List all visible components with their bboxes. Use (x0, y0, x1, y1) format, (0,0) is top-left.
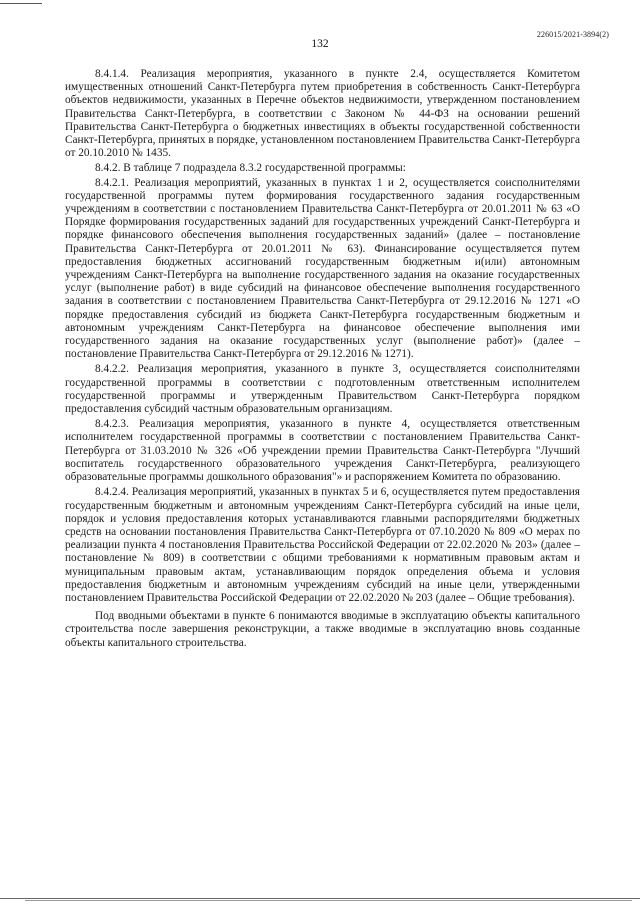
paragraph-8-4-2-1: 8.4.2.1. Реализация мероприятий, указанных в пунктах 1 и 2, осуществляется соисполнителями государственной программы путем формирования государственного задания государственным учреждениям в соответствии с постановлением Правительства Санкт-Петербурга от 20.01.2011 № 63 «О Порядке формирования государственных заданий для государственных учреждений Санкт-Петербурга и порядке финансового обеспечения выполнения государственных заданий» (далее – постановление Правительства Санкт-Петербурга от 20.01.2011 № 63). Финансирование осуществляется путем предоставления бюджетных ассигнований государственным бюджетным и(или) автономным учреждениям Санкт-Петербурга на выполнение государственного задания на оказание государственных услуг (выполнение работ) в виде субсидий на финансовое обеспечение выполнения государственного задания в соответствии с постановлением Правительства Санкт-Петербурга от 29.12.2016 № 1271 «О порядке предоставления субсидий из бюджета Санкт-Петербурга государственным бюджетным и автономным учреждениям Санкт-Петербурга на финансовое обеспечение выполнения ими государственного задания на оказание государственных услуг (выполнение работ)» (далее – постановление Правительства Санкт-Петербурга от 29.12.2016 № 1271). (65, 176, 580, 361)
scan-bottom-edge-secondary (25, 900, 632, 901)
document-body (65, 68, 580, 651)
document-reference-number: 226015/2021-3894(2) (536, 30, 609, 39)
top-edge-rule (0, 3, 42, 4)
paragraph-8-4-2-4: 8.4.2.4. Реализация мероприятий, указанных в пунктах 5 и 6, осуществляется путем предоставления государственным бюджетным и автономным учреждениям Санкт-Петербурга субсидий на иные цели, порядок и условия предоставления которых устанавливаются главными распорядителями бюджетных средств на основании постановления Правительства Санкт-Петербурга от 07.10.2020 № 809 «О мерах по реализации пункта 4 постановления Правительства Российской Федерации от 22.02.2020 № 203» (далее – постановление № 809) в соответствии с общими требованиями к нормативным правовым актам и муниципальным правовым актам, устанавливающим порядок определения объема и условия предоставления бюджетным и автономным учреждениям субсидий на иные цели, утвержденными постановлением Правительства Российской Федерации от 22.02.2020 № 203 (далее – Общие требования). (65, 486, 580, 604)
paragraph-8-4-2-2: 8.4.2.2. Реализация мероприятия, указанного в пункте 3, осуществляется соисполнителями государственной программы в соответствии с подготовленным ответственным исполнителем государственной программы и утвержденным Правительством Санкт-Петербурга порядком предоставления субсидий частным образовательным организациям. (65, 363, 580, 416)
paragraph-input-objects: Под вводными объектами в пункте 6 понимаются вводимые в эксплуатацию объекты капитального строительства после завершения реконструкции, а также вводимые в эксплуатацию вновь созданные объекты капитального строительства. (65, 610, 580, 649)
paragraph-8-4-1-4: 8.4.1.4. Реализация мероприятия, указанного в пункте 2.4, осуществляется Комитетом имущественных отношений Санкт-Петербурга путем приобретения в собственность Санкт-Петербурга объектов недвижимости, указанных в Перечне объектов недвижимости, утвержденном постановлением Правительства Санкт-Петербурга, в соответствии с Законом № 44-ФЗ на основании решений Правительства Санкт-Петербурга о бюджетных инвестициях в объекты государственной собственности Санкт-Петербурга, принятых в порядке, установленном постановлением Правительства Санкт-Петербурга от 20.10.2010 № 1435. (65, 68, 580, 160)
paragraph-8-4-2-3: 8.4.2.3. Реализация мероприятия, указанного в пункте 4, осуществляется ответственным исполнителем государственной программы в соответствии с постановлением Правительства Санкт-Петербурга от 31.03.2010 № 326 «Об учреждении премии Правительства Санкт-Петербурга "Лучший воспитатель государственного образовательного учреждения Санкт-Петербурга, реализующего образовательные программы дошкольного образования"» и распоряжением Комитета по образованию. (65, 418, 580, 484)
paragraph-8-4-2: 8.4.2. В таблице 7 подраздела 8.3.2 государственной программы: (95, 162, 406, 175)
page-number: 132 (311, 38, 329, 50)
scan-bottom-edge (0, 898, 640, 899)
